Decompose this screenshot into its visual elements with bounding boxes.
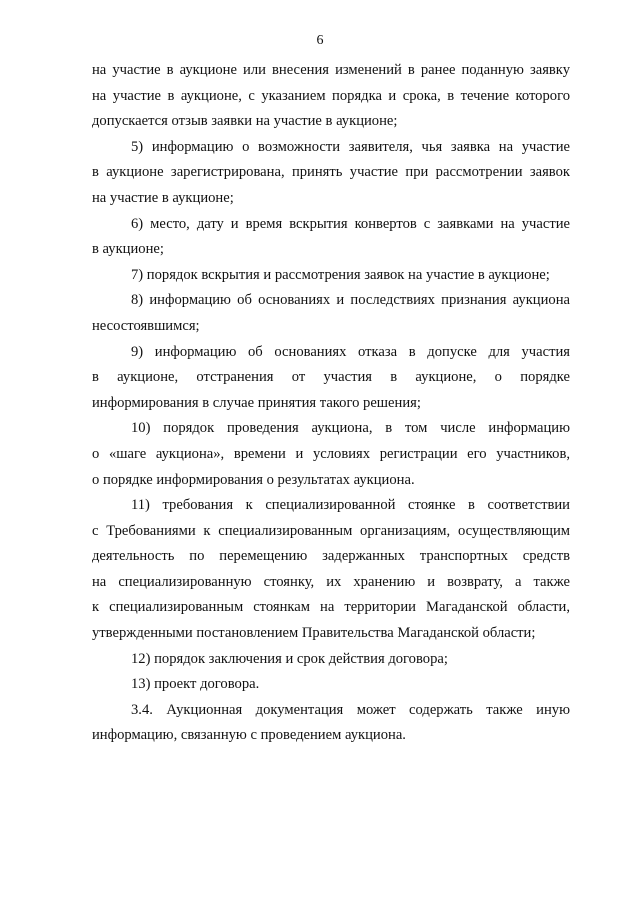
text-line: к специализированным стоянкам на территории Магаданской области,	[92, 599, 570, 616]
text-line: деятельность по перемещению задержанных транспортных средств	[92, 548, 570, 565]
text-line: на специализированную стоянку, их хранению и возврату, а также	[92, 573, 570, 590]
text-line: в аукционе зарегистрирована, принять участие при рассмотрении заявок	[92, 164, 570, 181]
paragraph	[92, 288, 570, 339]
document-body	[92, 58, 570, 749]
text-line: 9) информацию об основаниях отказа в допуске для участия	[131, 343, 570, 360]
text-line: в аукционе;	[92, 241, 164, 258]
text-line: 13) проект договора.	[131, 676, 260, 693]
paragraph	[92, 493, 570, 647]
text-line: допускается отзыв заявки на участие в аукционе;	[92, 113, 398, 130]
text-line: утвержденными постановлением Правительства Магаданской области;	[92, 625, 536, 642]
text-line: 6) место, дату и время вскрытия конвертов с заявками на участие	[131, 215, 570, 232]
text-line: 12) порядок заключения и срок действия договора;	[131, 650, 448, 667]
paragraph	[92, 698, 570, 749]
paragraph	[92, 263, 570, 289]
paragraph	[92, 58, 570, 135]
paragraph	[92, 212, 570, 263]
text-line: 11) требования к специализированной стоянке в соответствии	[131, 497, 570, 514]
text-line: на участие в аукционе или внесения изменений в ранее поданную заявку	[92, 62, 570, 78]
text-line: на участие в аукционе;	[92, 189, 234, 206]
text-line: 7) порядок вскрытия и рассмотрения заявок на участие в аукционе;	[131, 266, 550, 283]
text-line: несостоявшимся;	[92, 317, 200, 334]
text-line: 10) порядок проведения аукциона, в том числе информацию	[131, 420, 570, 437]
paragraph	[92, 672, 570, 698]
page-number: 6	[316, 33, 324, 48]
paragraph	[92, 135, 570, 212]
paragraph	[92, 416, 570, 493]
text-line: с Требованиями к специализированным организациям, осуществляющим	[92, 522, 570, 539]
paragraph	[92, 340, 570, 417]
text-line: о «шаге аукциона», времени и условиях регистрации его участников,	[92, 445, 570, 462]
text-line: на участие в аукционе, с указанием порядка и срока, в течение которого	[92, 87, 570, 104]
text-line: в аукционе, отстранения от участия в аукционе, о порядке	[92, 369, 570, 386]
text-line: 5) информацию о возможности заявителя, чья заявка на участие	[131, 138, 570, 155]
text-line: информирования в случае принятия такого решения;	[92, 394, 421, 411]
text-line: 3.4. Аукционная документация может содержать также иную	[131, 701, 570, 718]
paragraph	[92, 647, 570, 673]
text-line: 8) информацию об основаниях и последствиях признания аукциона	[131, 292, 570, 309]
text-line: информацию, связанную с проведением аукциона.	[92, 727, 406, 744]
text-line: о порядке информирования о результатах аукциона.	[92, 471, 415, 488]
